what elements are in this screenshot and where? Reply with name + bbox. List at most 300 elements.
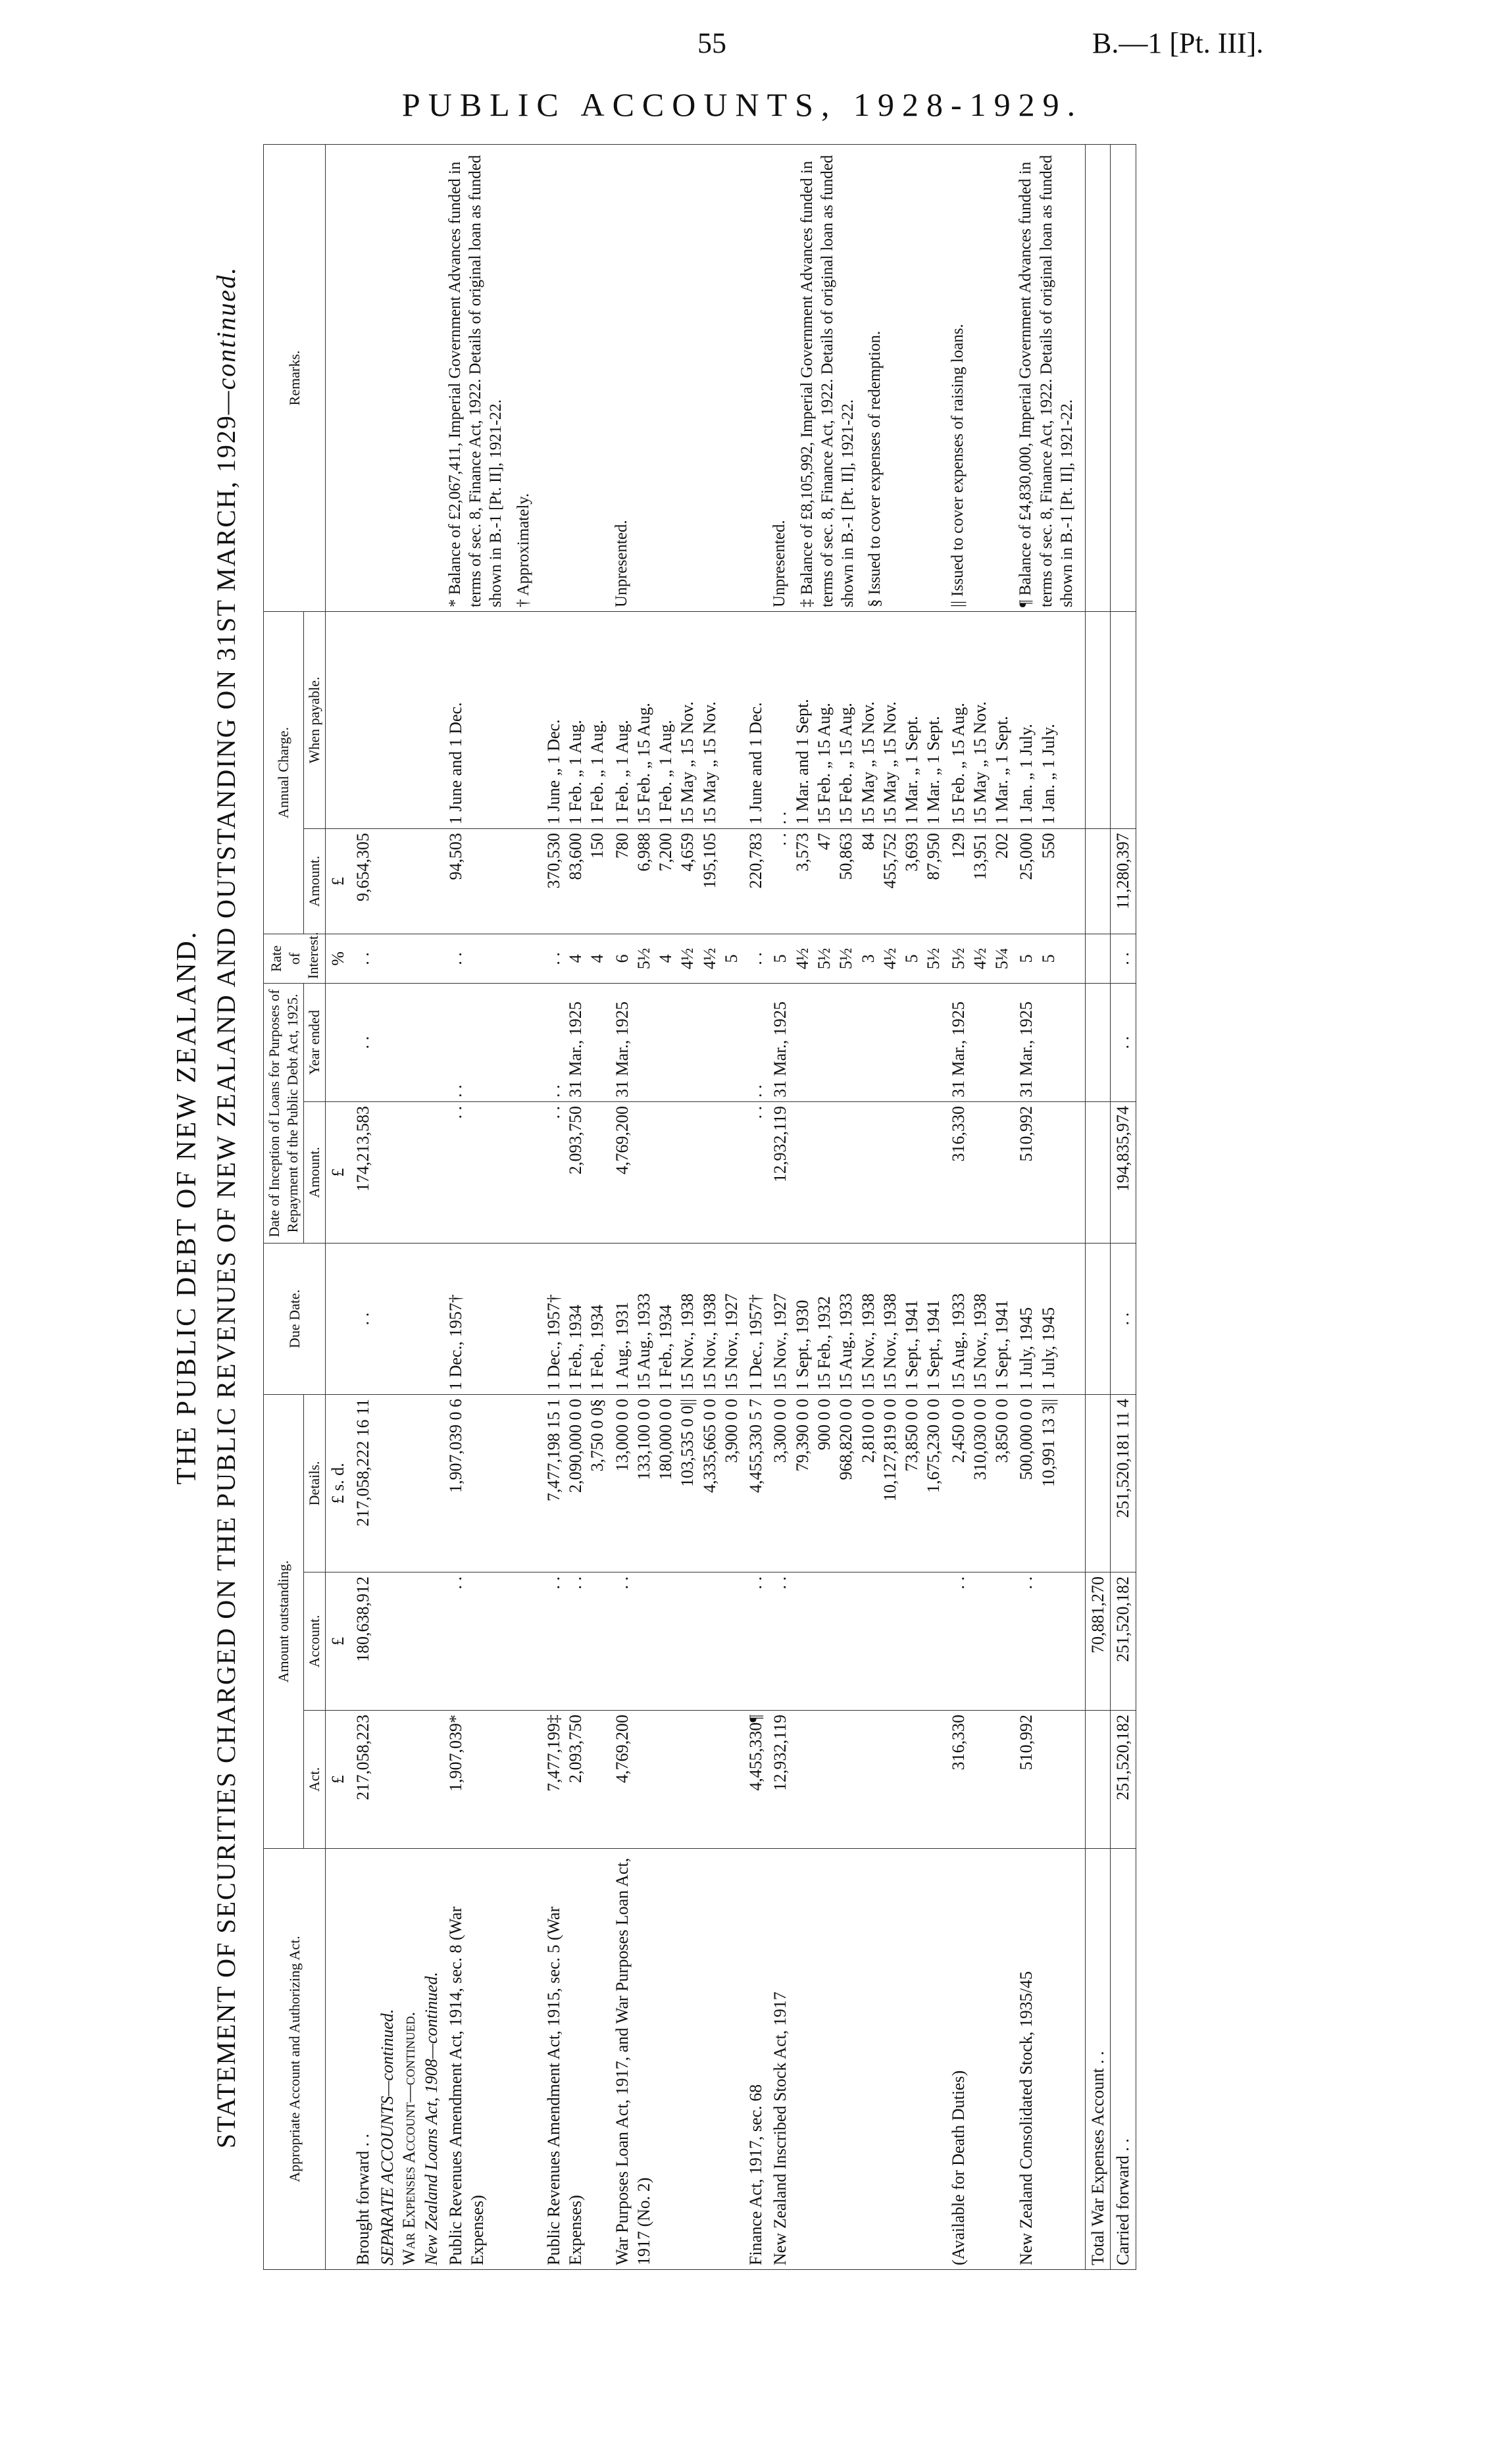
section-war: War Expenses Account—continued. [399,2011,419,2265]
cell-line: 6,988 [634,832,653,872]
remarks [768,144,945,611]
cell-line: 15 Nov., 1938 [880,1293,899,1390]
brought-ac-amount: 9,654,305 [351,828,375,934]
inception-amount [610,1101,744,1243]
cell-line: . . [746,1105,766,1119]
unit-pound: £ [326,828,351,934]
cell-line: 13,951 [970,832,990,880]
act-cell [743,1849,768,2270]
cell-line: 3,850 0 0 [992,1398,1012,1463]
cell-line: 1 Mar. „ 1 Sept. [902,716,922,824]
inception-year [946,983,1015,1101]
cell-line: 3,573 [792,832,812,872]
cell-line: 103,535 0 0|| [678,1398,697,1487]
due-dates [541,1243,610,1394]
cell-line: 550 [1038,832,1058,859]
brought-account: 180,638,912 [351,1572,375,1711]
securities-table [263,144,1136,2270]
cell-line: New Zealand Inscribed Stock Act, 1917 [770,1992,790,2265]
due-dates [443,1243,541,1394]
cell-line: 83,600 [566,832,586,880]
cell-line: 4½ [880,947,899,970]
due-dates [1014,1243,1085,1394]
unit-pound: £ [326,1101,351,1243]
page-title: PUBLIC ACCOUNTS, 1928-1929. [401,86,1084,123]
header-inception: Date of Inception of Loans for Purposes of Repayment of the Public Debt Act, 1925. [264,983,304,1243]
cell-line: 15 Nov., 1927 [721,1293,741,1390]
cell-line: 316,330 [948,1715,968,1771]
cell-line: 4 [588,954,607,963]
cell-line: 15 Aug., 1933 [634,1293,653,1390]
brought-act: 217,058,223 [351,1711,375,1849]
header-amount-outstanding: Amount outstanding. [264,1394,304,1848]
cell-line: 4½ [792,947,812,970]
cell-line: 15 May „ 15 Nov. [678,701,697,824]
cell-line: 4½ [699,947,719,970]
cell-line: . . [612,1576,632,1590]
cell-line: * Balance of £2,067,411, Imperial Government Advances funded in terms of sec. 8, Finance Act, 1922. Details of original loan as funded shown in B.-1 [Pt. II], 1921-22. [445,155,505,607]
cell-line: . . [543,1576,563,1590]
act-amount [946,1711,1015,1849]
cell-line: 50,863 [836,832,856,880]
cell-line: 3,900 0 0 [721,1398,741,1463]
interest-rate [1014,934,1085,983]
details-amounts [443,1394,541,1572]
inception-year [443,983,541,1101]
total-war-label: Total War Expenses Account . . [1086,1849,1111,2270]
cell-line: Unpresented. [770,520,789,607]
act-amount [768,1711,945,1849]
cell-line: . . [770,1576,790,1590]
cell-line: 3,300 0 0 [770,1398,790,1463]
cell-line: 47 [814,832,834,850]
cell-line: 4,769,200 [612,1105,632,1174]
act-cell [610,1849,744,2270]
brought-forward-label: Brought forward . . [351,1849,375,2270]
cell-line: 7,200 [656,832,676,872]
cell-line: 1 Dec., 1957† [746,1294,766,1390]
cell-line: 15 May „ 15 Nov. [699,701,719,824]
cell-line: 4½ [970,947,990,970]
cell-line: 5½ [634,947,653,970]
units-row [326,144,351,2269]
total-war-account: 70,881,270 [1086,1572,1111,1711]
cell-line: 15 Aug., 1933 [836,1293,856,1390]
subheading-text: STATEMENT OF SECURITIES CHARGED ON THE PUBLIC REVENUES OF NEW ZEALAND AND OUTSTANDING ON 31ST MARCH, 1929 [211,415,241,2149]
due-dates [768,1243,945,1394]
interest-rate [443,934,541,983]
cell-line: 202 [992,832,1012,859]
cell-line: 31 Mar., 1925 [770,1001,790,1097]
cell-line: 1,675,230 0 0 [924,1398,944,1493]
page-number: 55 [697,27,726,59]
when-payable [768,611,945,828]
cell-line: 15 Nov., 1938 [699,1293,719,1390]
cell-line: 31 Mar., 1925 [1017,1001,1036,1097]
due-dates [610,1243,744,1394]
cell-line: Unpresented. [612,520,630,607]
carried-ac-amount: 11,280,397 [1111,828,1136,934]
header-col-details: Details. [304,1394,326,1572]
due-dates [946,1243,1015,1394]
cell-line: 10,127,819 0 0 [880,1398,899,1501]
cell-line: 15 May „ 15 Nov. [858,701,878,824]
inception-amount [768,1101,945,1243]
annual-charge-amount [946,828,1015,934]
cell-line: 4 [656,954,676,963]
cell-line: 5½ [814,947,834,970]
cell-line: 2,090,000 0 0 [566,1398,586,1493]
header-ac-when: When payable. [304,611,326,828]
account-amount [1014,1572,1085,1711]
inception-amount [1014,1101,1085,1243]
cell-line: . . [746,952,766,965]
act-cell [768,1849,945,2270]
inception-amount [946,1101,1015,1243]
cell-line: 73,850 0 0 [902,1398,922,1472]
cell-line: 1 June „ 1 Dec. [543,719,563,824]
when-payable [946,611,1015,828]
remarks [541,144,610,611]
cell-line: 4,455,330 5 7 [746,1398,766,1493]
when-payable [443,611,541,828]
cell-line: ¶ Balance of £4,830,000, Imperial Government Advances funded in terms of sec. 8, Finance Act, 1922. Details of original loan as funded shown in B.-1 [Pt. II], 1921-22. [1017,155,1076,607]
carried-act: 251,520,182 [1111,1711,1136,1849]
carried-rate: . . [1111,934,1136,983]
account-amount [946,1572,1015,1711]
cell-line: 4,335,665 0 0 [699,1398,719,1493]
cell-line: . . [445,952,465,965]
act-amount [743,1711,768,1849]
cell-line: 129 [948,832,968,859]
remarks [610,144,744,611]
carried-inc-amount: 194,835,974 [1111,1101,1136,1243]
unit-sd: £ s. d. [326,1394,351,1572]
cell-line: 94,503 [445,832,465,880]
cell-line: 1 Jan. „ 1 July. [1038,724,1058,824]
cell-line: 2,450 0 0 [948,1398,968,1463]
details-amounts [1014,1394,1085,1572]
account-amount [768,1572,945,1711]
carried-due: . . [1111,1243,1136,1394]
subheading-continued: —continued. [211,266,241,415]
header-col-account: Account. [304,1572,326,1711]
inception-year [768,983,945,1101]
remarks [743,144,768,611]
cell-line: . . [445,1576,465,1590]
table-row [946,144,1015,2269]
cell-line: New Zealand Consolidated Stock, 1935/45 [1017,1971,1036,2265]
cell-line: 510,992 [1017,1715,1036,1771]
carried-forward-label: Carried forward . . [1111,1849,1136,2270]
inception-year [610,983,744,1101]
details-amounts [768,1394,945,1572]
cell-line: 4,769,200 [612,1715,632,1783]
cell-line: 15 May „ 15 Nov. [970,701,990,824]
when-payable [743,611,768,828]
cell-line: 2,810 0 0 [858,1398,878,1463]
cell-line: 1 Sept., 1941 [902,1299,922,1390]
cell-line: 1 Jan. „ 1 July. [1017,724,1036,824]
cell-line: 510,992 [1017,1105,1036,1162]
annual-charge-amount [443,828,541,934]
account-amount [743,1572,768,1711]
page-reference: B.—1 [Pt. III]. [1092,27,1264,59]
data-rows [443,144,1086,2269]
cell-line: 1 Feb., 1934 [656,1304,676,1390]
header-col-act: Act. [304,1711,326,1849]
cell-line: 15 Nov., 1938 [858,1293,878,1390]
table-row [610,144,744,2269]
cell-line: 15 Feb. „ 15 Aug. [634,703,653,824]
cell-line: 31 Mar., 1925 [566,1001,586,1097]
interest-rate [610,934,744,983]
unit-pound: £ [326,1572,351,1711]
cell-line: . . [770,811,790,824]
cell-line: 1 Aug., 1931 [612,1301,632,1390]
cell-line: 1 July, 1945 [1038,1307,1058,1390]
details-amounts [946,1394,1015,1572]
cell-line: § Issued to cover expenses of redemption. [866,330,884,607]
cell-line: 1 Sept., 1941 [924,1299,944,1390]
cell-line: 5¼ [992,947,1012,970]
remarks [443,144,541,611]
cell-line: 1 Feb., 1934 [588,1304,607,1390]
annual-charge-amount [743,828,768,934]
inception-amount [541,1101,610,1243]
cell-line: . . [543,952,563,965]
cell-line: . . [1017,1576,1036,1590]
act-cell [541,1849,610,2270]
cell-line: 1 Dec., 1957† [543,1294,563,1390]
inception-year [1014,983,1085,1101]
table-row [1014,144,1085,2269]
brought-due: . . [351,1243,375,1394]
brought-inc-year: . . [351,983,375,1101]
table-row [443,144,541,2269]
cell-line: 5 [1017,954,1036,963]
cell-line: 1 Feb. „ 1 Aug. [656,720,676,824]
cell-line: 1 Feb., 1934 [566,1304,586,1390]
header-inc-year: Year ended [304,983,326,1101]
account-amount [610,1572,744,1711]
details-amounts [743,1394,768,1572]
cell-line: 4,659 [678,832,697,872]
cell-line: 15 Feb., 1932 [814,1295,834,1390]
cell-line: 780 [612,832,632,859]
cell-line: 1 June and 1 Dec. [746,702,766,824]
cell-line: ‡ Balance of £8,105,992, Imperial Government Advances funded in terms of sec. 8, Finance Act, 1922. Details of original loan as funded shown in B.-1 [Pt. II], 1921-22. [797,155,857,607]
interest-rate [946,934,1015,983]
statement-subheading [211,145,241,2270]
cell-line: 31 Mar., 1925 [948,1001,968,1097]
act-amount [443,1711,541,1849]
cell-line: 84 [858,832,878,850]
brought-forward-row [351,144,375,2269]
cell-line: 15 Nov., 1938 [970,1293,990,1390]
carried-inc-year: . . [1111,983,1136,1101]
cell-line: 15 Nov., 1938 [678,1293,697,1390]
cell-line: 2,093,750 [566,1105,586,1174]
cell-line: . . [746,1084,766,1097]
cell-line: 1 July, 1945 [1017,1307,1036,1390]
cell-line: . . [445,1084,465,1097]
section-nz-loans: New Zealand Loans Act, 1908—continued. [421,1972,441,2265]
cell-line: . . [566,1576,586,1590]
cell-line: 5½ [948,947,968,970]
cell-line: . . [445,1105,465,1119]
cell-line: 1 Feb. „ 1 Aug. [566,720,586,824]
cell-line: . . [746,1576,766,1590]
cell-line: 500,000 0 0 [1017,1398,1036,1480]
cell-line: 1,907,039* [445,1715,465,1792]
rotated-statement [171,145,1290,2270]
cell-line: 3,693 [902,832,922,872]
cell-line: Finance Act, 1917, sec. 68 [746,2084,766,2265]
cell-line: 2,093,750 [566,1715,586,1783]
cell-line: 133,100 0 0 [634,1398,653,1480]
annual-charge-amount [768,828,945,934]
cell-line: 15 Aug., 1933 [948,1293,968,1390]
cell-line: 1 Sept., 1941 [992,1299,1012,1390]
header-ac-amount: Amount. [304,828,326,934]
when-payable [541,611,610,828]
cell-line: 5 [902,954,922,963]
carried-forward-row [1111,144,1136,2269]
total-war-row [1086,144,1111,2269]
cell-line: 455,752 [880,832,899,889]
cell-line: 1 Feb. „ 1 Aug. [612,720,632,824]
cell-line: 1 Dec., 1957† [445,1294,465,1390]
header-inc-amount: Amount. [304,1101,326,1243]
cell-line: 13,000 0 0 [612,1398,632,1472]
statement-heading: THE PUBLIC DEBT OF NEW ZEALAND. [172,930,202,1485]
header-annual-charge: Annual Charge. [264,611,304,934]
cell-line: 6 [612,954,632,963]
cell-line: 7,477,199‡ [543,1715,563,1792]
cell-line: 968,820 0 0 [836,1398,856,1480]
cell-line: War Purposes Loan Act, 1917, and War Purposes Loan Act, 1917 (No. 2) [612,1857,653,2265]
cell-line: 15 Feb. „ 15 Aug. [948,703,968,824]
cell-line: 150 [588,832,607,859]
table-row [541,144,610,2269]
cell-line: † Approximately. [514,493,532,607]
cell-line: 3,750 0 0§ [588,1398,607,1472]
carried-account: 251,520,182 [1111,1572,1136,1711]
when-payable [610,611,744,828]
cell-line: 10,991 13 3|| [1038,1398,1058,1487]
cell-line: 7,477,198 15 1 [543,1398,563,1501]
inception-amount [743,1101,768,1243]
cell-line: 316,330 [948,1105,968,1162]
cell-line: 5 [1038,954,1058,963]
remarks [1014,144,1085,611]
table-row [768,144,945,2269]
header-remarks: Remarks. [264,144,326,611]
unit-pound: £ [326,1711,351,1849]
cell-line: 12,932,119 [770,1105,790,1183]
cell-line: . . [543,1084,563,1097]
interest-rate [541,934,610,983]
when-payable [1014,611,1085,828]
act-cell [946,1849,1015,2270]
section-row [375,144,443,2269]
cell-line: 5½ [836,947,856,970]
cell-line: 1,907,039 0 6 [445,1398,465,1493]
annual-charge-amount [610,828,744,934]
cell-line: || Issued to cover expenses of raising loans. [948,324,967,607]
cell-line: 79,390 0 0 [792,1398,812,1472]
cell-line: . . [543,1105,563,1119]
annual-charge-amount [541,828,610,934]
brought-details: 217,058,222 16 11 [351,1394,375,1572]
cell-line: Public Revenues Amendment Act, 1915, sec. 5 (War Expenses) [543,1906,586,2265]
cell-line: 220,783 [746,832,766,889]
cell-line: Public Revenues Amendment Act, 1914, sec. 8 (War Expenses) [445,1906,488,2265]
act-amount [610,1711,744,1849]
brought-inc-amount: 174,213,583 [351,1101,375,1243]
details-amounts [541,1394,610,1572]
section-separate: SEPARATE ACCOUNTS—continued. [378,2009,397,2265]
cell-line: 1 Sept., 1930 [792,1299,812,1390]
interest-rate [743,934,768,983]
cell-line: 15 Nov., 1927 [770,1293,790,1390]
cell-line: 195,105 [699,832,719,889]
cell-line: 900 0 0 [814,1398,834,1450]
due-dates [743,1243,768,1394]
cell-line: 370,530 [543,832,563,889]
act-amount [1014,1711,1085,1849]
remarks [946,144,1015,611]
cell-line: 15 May „ 15 Nov. [880,701,899,824]
table-row [743,144,768,2269]
cell-line: 1 Mar. „ 1 Sept. [924,716,944,824]
act-cell [443,1849,541,2270]
unit-pct: % [326,934,351,983]
cell-line: 1 Feb. „ 1 Aug. [588,720,607,824]
cell-line: 4½ [678,947,697,970]
account-amount [541,1572,610,1711]
act-amount [541,1711,610,1849]
section-labels [375,1849,443,2270]
cell-line: 3 [858,954,878,963]
cell-line: 1 Mar. „ 1 Sept. [992,716,1012,824]
brought-rate: . . [351,934,375,983]
inception-amount [443,1101,541,1243]
header-rate: Rate of Interest. [264,934,326,983]
cell-line: 15 Feb. „ 15 Aug. [814,703,834,824]
cell-line: 1 Mar. and 1 Sept. [792,699,812,824]
cell-line: 12,932,119 [770,1715,790,1792]
cell-line: (Available for Death Duties) [948,2070,968,2265]
interest-rate [768,934,945,983]
cell-line: 25,000 [1017,832,1036,880]
cell-line: 310,030 0 0 [970,1398,990,1480]
cell-line: 5½ [924,947,944,970]
cell-line: 5 [721,954,741,963]
header-act: Appropriate Account and Authorizing Act. [264,1849,326,2270]
cell-line: 31 Mar., 1925 [612,1001,632,1097]
account-amount [443,1572,541,1711]
inception-year [541,983,610,1101]
cell-line: 5 [770,954,790,963]
annual-charge-amount [1014,828,1085,934]
cell-line: . . [948,1576,968,1590]
cell-line: 15 Feb. „ 15 Aug. [836,703,856,824]
cell-line: . . [770,832,790,846]
details-amounts [610,1394,744,1572]
cell-line: 87,950 [924,832,944,880]
